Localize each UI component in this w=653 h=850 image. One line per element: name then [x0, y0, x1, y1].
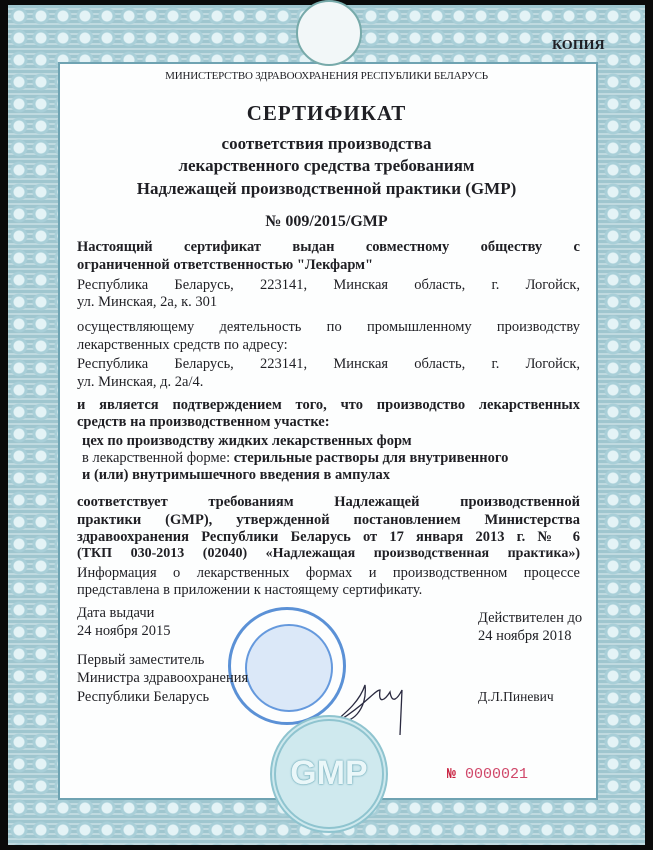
body-line: в лекарственной форме: стерильные растворы для внутривенного [82, 450, 509, 466]
subtitle-line: соответствия производства [221, 134, 432, 153]
body-line: осуществляющему деятельность по промышленному производству [77, 319, 580, 335]
body-line: (ТКП 030-2013 (02040) «Надлежащая производственная практика») [77, 546, 580, 561]
issue-date-label: Дата выдачи [77, 605, 155, 621]
body-line: ул. Минская, д. 2а/4. [77, 374, 204, 390]
signatory-position: Министра здравоохранения [77, 670, 249, 686]
copy-mark: КОПИЯ [552, 38, 605, 53]
signatory-name: Д.Л.Пиневич [478, 689, 554, 704]
signatory-position: Республики Беларусь [77, 689, 210, 705]
body-line: Республика Беларусь, 223141, Минская область, г. Логойск, [77, 277, 580, 293]
signatory-position: Первый заместитель [77, 652, 205, 668]
body-line: ул. Минская, 2а, к. 301 [77, 294, 218, 310]
body-line: представлена в приложении к настоящему сертификату. [77, 582, 423, 598]
body-line: и (или) внутримышечного введения в ампулах [82, 467, 390, 483]
body-line: ограниченной ответственностью "Лекфарм" [77, 257, 374, 273]
body-line: соответствует требованиям Надлежащей производственной [77, 494, 580, 510]
body-line: цех по производству жидких лекарственных форм [82, 433, 412, 449]
issue-date: 24 ноября 2015 [77, 623, 171, 639]
valid-until-date: 24 ноября 2018 [478, 628, 572, 644]
gmp-seal: GMP [270, 715, 388, 833]
state-emblem-icon [296, 0, 362, 66]
body-line: лекарственных средств по адресу: [77, 337, 288, 353]
body-line: средств на производственном участке: [77, 414, 330, 430]
body-line: здравоохранения Республики Беларусь от 17 января 2013 г. № 6 [77, 529, 580, 545]
body-line: Настоящий сертификат выдан совместному обществу с [77, 239, 580, 255]
serial-number: № 0000021 [447, 766, 529, 783]
subtitle-line: лекарственного средства требованиям [178, 156, 475, 175]
body-line: и является подтверждением того, что производство лекарственных [77, 397, 580, 413]
certificate-number: № 009/2015/GMP [265, 213, 388, 230]
body-line: практики (GMP), утвержденной постановлением Министерства [77, 512, 580, 528]
ministry-header: МИНИСТЕРСТВО ЗДРАВООХРАНЕНИЯ РЕСПУБЛИКИ БЕЛАРУСЬ [165, 70, 488, 82]
subtitle-line: Надлежащей производственной практики (GMP) [136, 179, 517, 198]
body-line: Республика Беларусь, 223141, Минская область, г. Логойск, [77, 356, 580, 372]
body-line: Информация о лекарственных формах и производственном процессе [77, 565, 580, 581]
certificate-title: СЕРТИФИКАТ [246, 101, 407, 125]
valid-until-label: Действителен до [478, 610, 583, 626]
